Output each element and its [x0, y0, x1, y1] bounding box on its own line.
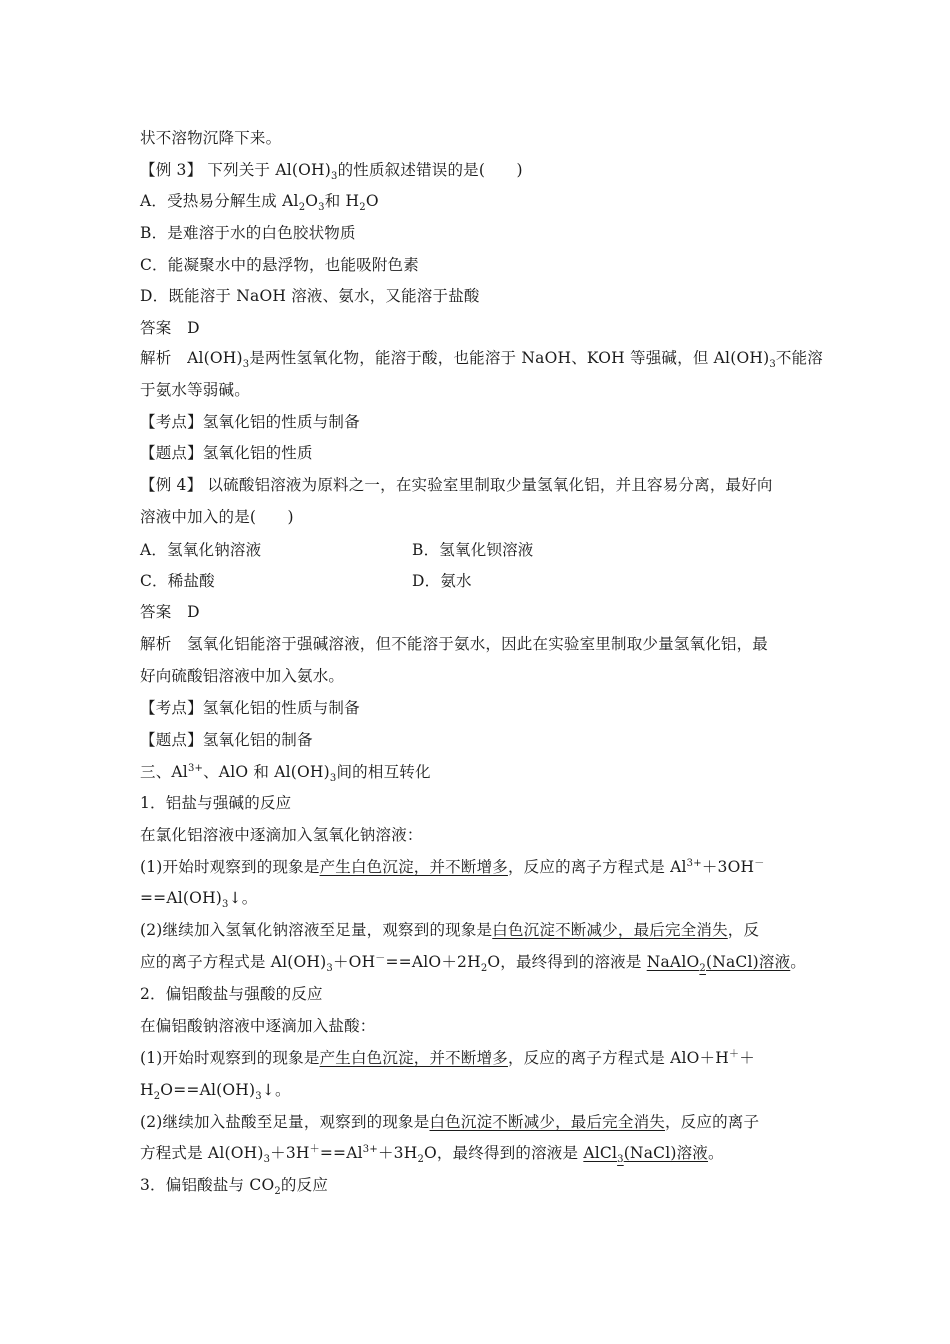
text-segment: 【题点】氢氧化铝的制备: [140, 731, 313, 749]
text-line: [140, 1112, 759, 1132]
text-segment: 于氨水等弱碱。: [140, 381, 250, 399]
superscript-text: －: [754, 857, 765, 869]
subscript-text: 2: [480, 963, 488, 975]
text-segment: ＋: [739, 1049, 755, 1067]
text-line: [140, 128, 281, 148]
text-segment: C．能凝聚水中的悬浮物，也能吸附色素: [140, 256, 419, 274]
text-segment: 溶液中加入的是( ): [140, 508, 294, 526]
text-segment: O: [305, 192, 319, 210]
text-line: [140, 1016, 376, 1036]
text-segment: B．是难溶于水的白色胶状物质: [140, 224, 356, 242]
text-segment: 【例 3】 下列关于 Al(OH): [140, 161, 332, 179]
text-line: [140, 191, 379, 214]
text-segment: 的性质叙述错误的是( ): [337, 161, 523, 179]
text-segment: O，最终得到的溶液是: [424, 1144, 584, 1162]
text-segment: 解析 Al(OH): [140, 349, 243, 367]
subscript-text: 3: [263, 1154, 271, 1166]
text-line: [140, 602, 200, 622]
text-segment: ↓。: [261, 1081, 291, 1099]
subscript-text: 2: [699, 963, 706, 975]
subscript-text: 2: [417, 1154, 424, 1166]
option-column-2: [412, 571, 472, 591]
text-segment: ==Al: [319, 1144, 363, 1162]
text-segment: 。: [708, 1144, 724, 1162]
subscript-text: 3: [769, 359, 776, 371]
superscript-text: 3+: [362, 1143, 378, 1155]
text-line: [140, 223, 356, 243]
text-segment: C．稀盐酸: [140, 572, 215, 590]
text-line: [140, 1080, 291, 1103]
text-segment: 【考点】氢氧化铝的性质与制备: [140, 413, 360, 431]
text-line: [140, 380, 250, 400]
text-segment: 状不溶物沉降下来。: [140, 129, 282, 147]
text-segment: 3．偏铝酸盐与 CO: [140, 1176, 275, 1194]
text-segment: ，反应的离子: [664, 1113, 760, 1131]
subscript-text: 3: [326, 963, 333, 975]
text-segment: 解析 氢氧化铝能溶于强碱溶液，但不能溶于氨水，因此在实验室里制取少量氢氧化铝，最: [140, 635, 769, 653]
text-segment: D．氨水: [412, 572, 472, 590]
underlined-answer-text: 产生白色沉淀，并不断增多: [319, 1049, 508, 1067]
text-segment: ，反: [727, 921, 760, 939]
text-line: [140, 318, 200, 338]
subscript-text: 2: [298, 202, 306, 214]
text-segment: ==Al(OH): [140, 889, 223, 907]
text-segment: (1)开始时观察到的现象是: [140, 1049, 320, 1067]
superscript-text: 3+: [686, 857, 702, 869]
text-segment: ，反应的离子方程式是 Al: [507, 858, 687, 876]
text-segment: 【题点】氢氧化铝的性质: [140, 444, 313, 462]
text-segment: O: [365, 192, 379, 210]
text-segment: B．氢氧化钡溶液: [412, 541, 534, 559]
subscript-text: 3: [329, 773, 337, 785]
subscript-text: 3: [331, 171, 338, 183]
text-segment: ↓。: [228, 889, 258, 907]
text-segment: 、AlO 和 Al(OH): [203, 763, 330, 781]
text-line: [140, 857, 764, 877]
text-segment: A．氢氧化钠溶液: [140, 541, 262, 559]
text-line: [140, 952, 806, 975]
text-line: [140, 1175, 329, 1198]
underlined-answer-text: 白色沉淀不断减少，最后完全消失: [492, 921, 728, 939]
text-line: [140, 730, 313, 750]
text-line: [140, 762, 431, 785]
text-segment: 1．铝盐与强碱的反应: [140, 794, 292, 812]
text-segment: 。: [790, 953, 806, 971]
text-line: [140, 540, 534, 560]
text-segment: 是两性氢氧化物，能溶于酸，也能溶于 NaOH、KOH 等强碱，但 Al(OH): [249, 349, 770, 367]
superscript-text: －: [375, 952, 386, 964]
subscript-text: 3: [242, 359, 250, 371]
text-line: [140, 571, 472, 591]
text-segment: (2)继续加入盐酸至足量，观察到的现象是: [140, 1113, 430, 1131]
text-line: [140, 698, 360, 718]
text-segment: 应的离子方程式是 Al(OH): [140, 953, 327, 971]
text-segment: O==Al(OH): [160, 1081, 256, 1099]
text-line: [140, 634, 768, 654]
text-segment: O，最终得到的溶液是: [487, 953, 647, 971]
text-segment: 答案 D: [140, 319, 200, 337]
text-line: [140, 348, 823, 371]
text-line: [140, 888, 258, 911]
text-segment: 【考点】氢氧化铝的性质与制备: [140, 699, 360, 717]
text-line: [140, 286, 480, 306]
text-segment: H: [140, 1081, 154, 1099]
superscript-text: ＋: [309, 1143, 320, 1155]
text-line: [140, 255, 419, 275]
text-segment: A．受热易分解生成 Al: [140, 192, 299, 210]
superscript-text: 3+: [187, 762, 204, 774]
text-segment: D．既能溶于 NaOH 溶液、氨水，又能溶于盐酸: [140, 287, 480, 305]
text-segment: 在氯化铝溶液中逐滴加入氢氧化钠溶液：: [140, 826, 423, 844]
text-segment: (1)开始时观察到的现象是: [140, 858, 320, 876]
text-line: [140, 1048, 755, 1068]
underlined-answer-text: (NaCl)溶液: [705, 953, 791, 971]
text-line: [140, 825, 423, 845]
text-line: [140, 793, 291, 813]
text-line: [140, 475, 773, 495]
subscript-text: 2: [274, 1186, 281, 1198]
subscript-text: 3: [617, 1154, 624, 1166]
text-line: [140, 160, 523, 183]
text-segment: ==AlO＋2H: [385, 953, 481, 971]
underlined-answer-text: NaAlO: [646, 953, 700, 971]
underlined-answer-text: 产生白色沉淀，并不断增多: [319, 858, 508, 876]
text-segment: ，反应的离子方程式是 AlO＋H: [507, 1049, 729, 1067]
underlined-answer-text: AlCl: [583, 1144, 618, 1162]
text-segment: 在偏铝酸钠溶液中逐滴加入盐酸：: [140, 1017, 376, 1035]
subscript-text: 2: [359, 202, 366, 214]
text-segment: 三、Al: [140, 763, 188, 781]
text-segment: ＋3H: [270, 1144, 310, 1162]
subscript-text: 3: [222, 899, 229, 911]
subscript-text: 3: [318, 202, 325, 214]
option-column-2: [412, 540, 534, 560]
text-segment: ＋OH: [332, 953, 376, 971]
text-segment: 不能溶: [775, 349, 823, 367]
underlined-answer-text: 白色沉淀不断减少，最后完全消失: [429, 1113, 665, 1131]
text-line: [140, 666, 344, 686]
text-segment: ＋3OH: [701, 858, 755, 876]
text-segment: 和 H: [324, 192, 360, 210]
subscript-text: 3: [255, 1091, 262, 1103]
text-segment: 2．偏铝酸盐与强酸的反应: [140, 985, 323, 1003]
text-segment: ＋3H: [377, 1144, 418, 1162]
text-line: [140, 920, 759, 940]
text-segment: 答案 D: [140, 603, 200, 621]
text-segment: 方程式是 Al(OH): [140, 1144, 264, 1162]
text-line: [140, 443, 313, 463]
text-line: [140, 412, 360, 432]
subscript-text: 2: [153, 1091, 161, 1103]
text-segment: 间的相互转化: [336, 763, 431, 781]
text-line: [140, 984, 323, 1004]
text-segment: 好向硫酸铝溶液中加入氨水。: [140, 667, 345, 685]
text-segment: (2)继续加入氢氧化钠溶液至足量，观察到的现象是: [140, 921, 493, 939]
text-line: [140, 507, 294, 527]
text-segment: 【例 4】 以硫酸铝溶液为原料之一，在实验室里制取少量氢氧化铝，并且容易分离，最好向: [140, 476, 773, 494]
text-line: [140, 1143, 724, 1166]
text-segment: 的反应: [280, 1176, 329, 1194]
underlined-answer-text: (NaCl)溶液: [623, 1144, 709, 1162]
superscript-text: ＋: [728, 1048, 740, 1060]
